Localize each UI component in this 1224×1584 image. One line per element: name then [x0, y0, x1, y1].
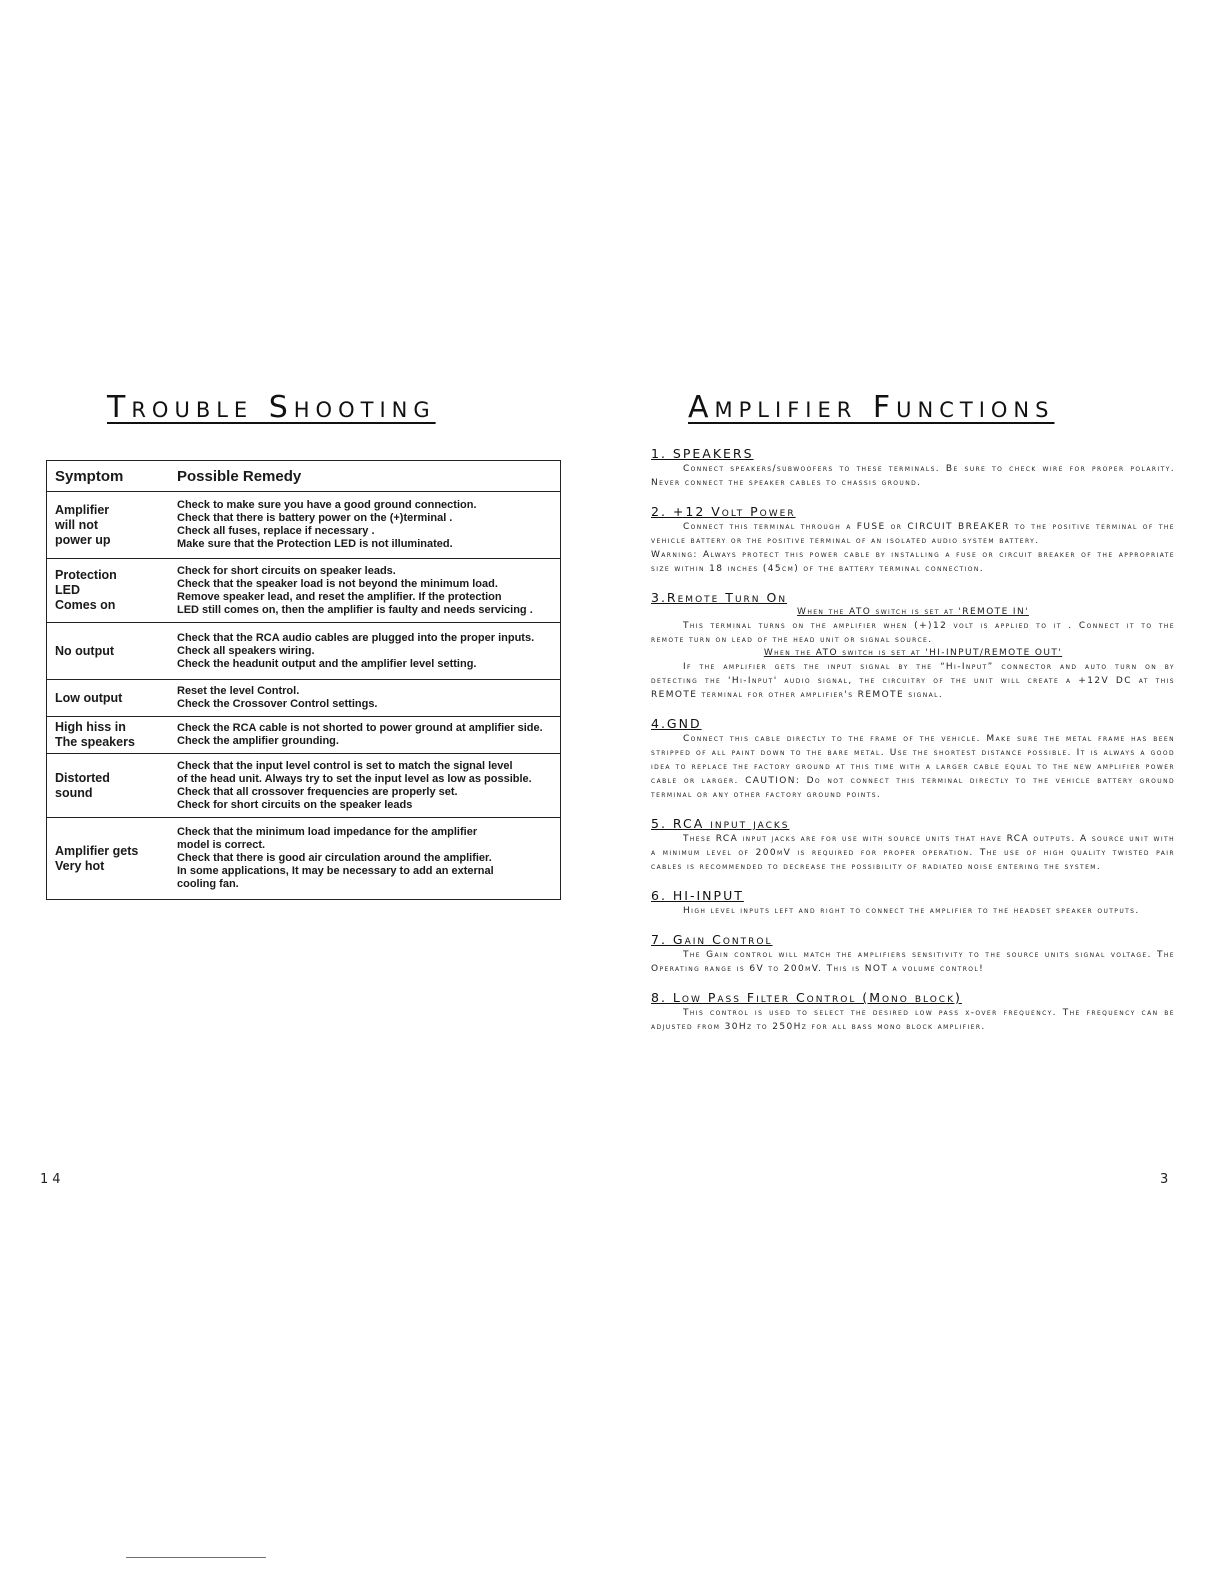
remedy-line: Check the RCA cable is not shorted to power ground at amplifier side.	[177, 722, 543, 734]
symptom-cell	[47, 818, 178, 900]
section-text: If the amplifier gets the input signal by the “Hi-Input” connector and auto turn on by detecting the 'Hi-Input' audio signal, the circuitry of the unit will create a +12V DC at this REMOTE terminal for other amplifier's REMOTE signal.	[651, 662, 1175, 700]
symptom-line: Low output	[55, 690, 123, 705]
remedy-cell	[177, 492, 561, 559]
remedy-line: Remove speaker lead, and reset the amplifier. If the protection	[177, 590, 502, 603]
symptom-line: High hiss in	[55, 720, 126, 734]
table-row	[47, 818, 561, 900]
page-number-right: 3	[1160, 1172, 1173, 1187]
remedy-column-header: Possible Remedy	[177, 467, 302, 485]
remedy-cell	[177, 818, 561, 900]
section-text: Connect this terminal through a FUSE or CIRCUIT BREAKER to the positive terminal of the vehicle battery or the positive terminal of an isolated audio system battery.	[651, 522, 1175, 546]
section-title: 8. Low Pass Filter Control (Mono block)	[651, 990, 962, 1005]
remedy-line: Check the headunit output and the amplifier level setting.	[177, 657, 477, 670]
trouble-shooting-table	[46, 460, 561, 900]
table-row	[47, 559, 561, 623]
remedy-line: Check that the RCA audio cables are plugged into the proper inputs.	[177, 631, 535, 644]
symptom-line: sound	[55, 785, 93, 800]
section-title: 5. RCA input jacks	[651, 816, 790, 831]
section-title: 3.Remote Turn On	[651, 590, 788, 605]
remedy-cell	[177, 717, 561, 754]
symptom-line: Very hot	[55, 858, 105, 873]
section-rca	[651, 816, 1175, 874]
symptom-line: Comes on	[55, 598, 116, 612]
page-number-left: 14	[40, 1172, 65, 1187]
symptom-line: Amplifier	[55, 502, 110, 517]
remedy-cell	[177, 623, 561, 680]
remedy-line: LED still comes on, then the amplifier is faulty and needs servicing .	[177, 603, 533, 616]
section-text: These RCA input jacks are for use with source units that have RCA outputs. A source unit with a minimum level of 200mV is required for proper operation. The use of high quality twisted pair cables is recommended to decrease the possibility of radiated noise entering the system.	[651, 834, 1175, 872]
symptom-line: The speakers	[55, 735, 135, 749]
remote-in-subheading: When the ATO switch is set at 'REMOTE IN'	[797, 607, 1029, 617]
amplifier-functions-title: Amplifier Functions	[688, 390, 1055, 425]
section-remote	[651, 590, 1175, 702]
remedy-line: Check that the input level control is set to match the signal level	[177, 759, 513, 772]
symptom-cell	[47, 492, 178, 559]
table-header-row	[47, 461, 561, 492]
remedy-line: Check that the minimum load impedance for the amplifier	[177, 826, 478, 838]
section-warning: Warning: Always protect this power cable by installing a fuse or circuit breaker of the appropriate size within 18 inches (45cm) of the battery terminal connection.	[651, 550, 1175, 574]
symptom-column-header: Symptom	[55, 467, 124, 485]
symptom-line: LED	[55, 583, 80, 597]
symptom-cell	[47, 559, 178, 623]
section-low-pass-filter	[651, 990, 1175, 1034]
section-hi-input	[651, 888, 1175, 918]
remedy-line: Check all speakers wiring.	[177, 644, 315, 657]
symptom-line: power up	[55, 532, 111, 547]
section-text: This control is used to select the desired low pass x-over frequency. The frequency can be adjusted from 30Hz to 250Hz for all bass mono block amplifier.	[651, 1008, 1175, 1032]
table-row	[47, 492, 561, 559]
symptom-cell	[47, 754, 178, 818]
section-title: 1. SPEAKERS	[651, 446, 754, 461]
section-title: 6. HI-INPUT	[651, 888, 744, 903]
symptom-cell	[47, 717, 178, 754]
remedy-line: model is correct.	[177, 839, 266, 851]
remedy-line: Check for short circuits on speaker leads.	[177, 564, 396, 577]
symptom-line: Distorted	[55, 770, 110, 785]
remedy-cell	[177, 754, 561, 818]
symptom-line: Protection	[55, 568, 117, 582]
remedy-cell	[177, 559, 561, 623]
table-row	[47, 754, 561, 818]
remedy-line: Make sure that the Protection LED is not illuminated.	[177, 538, 453, 550]
remedy-line: Check all fuses, replace if necessary .	[177, 525, 375, 537]
remedy-cell	[177, 680, 561, 717]
trouble-shooting-table-body	[47, 461, 561, 900]
hi-input-subheading: When the ATO switch is set at 'HI-INPUT/REMOTE OUT'	[763, 648, 1063, 658]
section-text: Connect this cable directly to the frame of the vehicle. Make sure the metal frame has been stripped of all paint down to the bare metal. Use the shortest distance possible. It is always a good idea to replace the factory ground at this time with a larger cable equal to the new amplifier power cable or larger. CAUTION: Do not connect this terminal directly to the vehicle battery ground terminal or any other factory ground points.	[651, 734, 1175, 800]
section-title: 4.GND	[651, 716, 702, 731]
symptom-line: will not	[55, 517, 99, 532]
symptom-cell	[47, 680, 178, 717]
remedy-line: cooling fan.	[177, 878, 239, 890]
remedy-line: Check that all crossover frequencies are properly set.	[177, 785, 458, 798]
amplifier-functions-list	[651, 446, 1175, 1048]
remedy-line: Check that there is good air circulation around the amplifier.	[177, 852, 492, 864]
section-power	[651, 504, 1175, 576]
section-gain	[651, 932, 1175, 976]
symptom-line: Amplifier gets	[55, 843, 139, 858]
section-text: This terminal turns on the amplifier when (+)12 volt is applied to it . Connect it to the remote turn on lead of the head unit or signal source.	[651, 621, 1175, 645]
trouble-shooting-title: Trouble Shooting	[107, 390, 436, 425]
section-text: Connect speakers/subwoofers to these terminals. Be sure to check wire for proper polarity. Never connect the speaker cables to chassis ground.	[651, 464, 1175, 488]
section-gnd	[651, 716, 1175, 802]
section-speakers	[651, 446, 1175, 490]
symptom-line: No output	[55, 643, 115, 658]
remedy-line: Reset the level Control.	[177, 685, 300, 697]
remedy-line: of the head unit. Always try to set the input level as low as possible.	[177, 772, 532, 785]
remedy-line: Check that the speaker load is not beyond the minimum load.	[177, 577, 498, 590]
section-text: The Gain control will match the amplifiers sensitivity to the source units signal voltage. The Operating range is 6V to 200mV. This is NOT a volume control!	[651, 950, 1175, 974]
remedy-line: Check the amplifier grounding.	[177, 735, 339, 747]
remedy-line: Check the Crossover Control settings.	[177, 698, 378, 710]
section-title: 7. Gain Control	[651, 932, 773, 947]
section-title: 2. +12 Volt Power	[651, 504, 796, 519]
section-text: High level inputs left and right to connect the amplifier to the headset speaker outputs.	[683, 906, 1140, 916]
remedy-line: In some applications, It may be necessary to add an external	[177, 865, 494, 877]
decorative-link-underline	[126, 1557, 266, 1558]
table-row	[47, 623, 561, 680]
remedy-line: Check to make sure you have a good ground connection.	[177, 499, 477, 511]
table-row	[47, 717, 561, 754]
remedy-line: Check for short circuits on the speaker leads	[177, 798, 413, 811]
table-row	[47, 680, 561, 717]
symptom-cell	[47, 623, 178, 680]
remedy-line: Check that there is battery power on the (+)terminal .	[177, 512, 453, 524]
